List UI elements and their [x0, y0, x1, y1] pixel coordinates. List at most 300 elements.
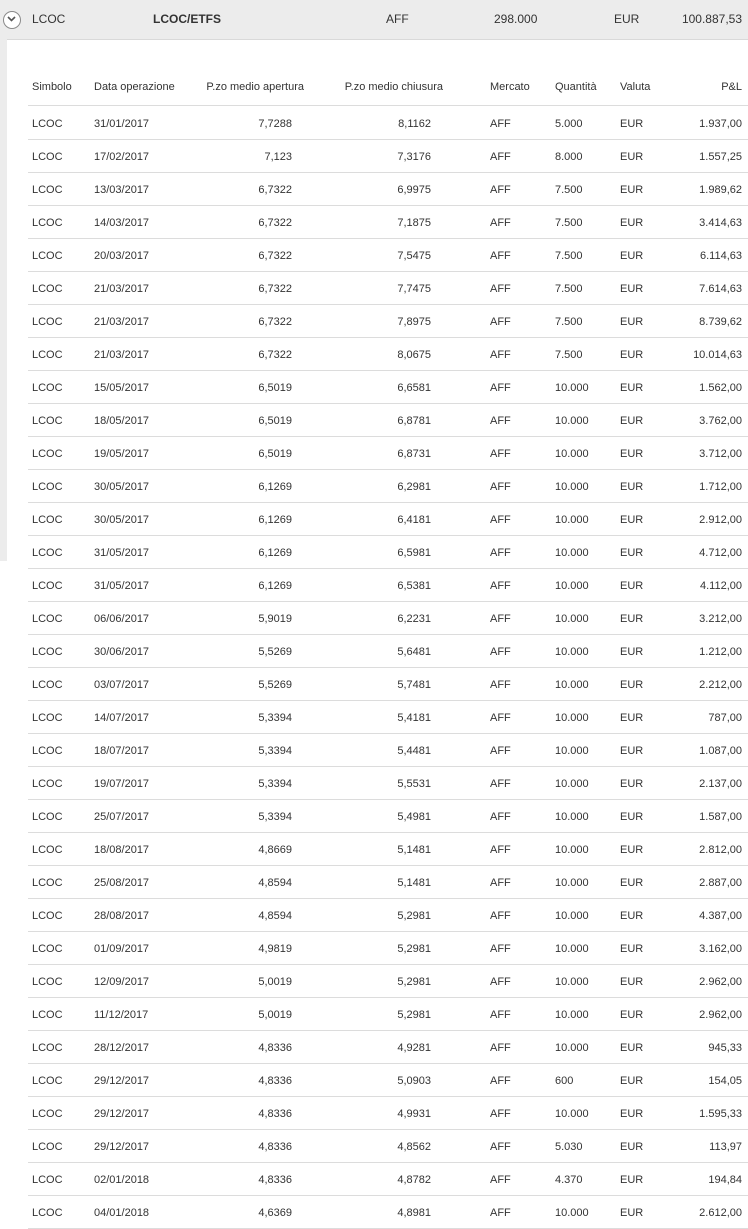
- cell-currency: EUR: [620, 349, 644, 361]
- header-quantity: Quantità: [555, 81, 597, 93]
- cell-currency: EUR: [620, 481, 644, 493]
- cell-date: 25/08/2017: [94, 877, 150, 889]
- cell-market: AFF: [490, 679, 511, 691]
- cell-currency: EUR: [620, 580, 644, 592]
- cell-date: 20/03/2017: [94, 250, 150, 262]
- cell-pl: 154,05: [708, 1075, 742, 1087]
- cell-currency: EUR: [620, 316, 644, 328]
- cell-date: 14/03/2017: [94, 217, 150, 229]
- cell-open-price: 6,7322: [258, 217, 292, 229]
- summary-quantity: 298.000: [494, 12, 538, 26]
- cell-close-price: 7,3176: [397, 151, 431, 163]
- cell-close-price: 5,4481: [397, 745, 431, 757]
- cell-close-price: 5,4981: [397, 811, 431, 823]
- cell-market: AFF: [490, 943, 511, 955]
- cell-pl: 4.112,00: [699, 580, 742, 592]
- cell-symbol: LCOC: [32, 1174, 63, 1186]
- cell-date: 14/07/2017: [94, 712, 150, 724]
- cell-currency: EUR: [620, 184, 644, 196]
- cell-currency: EUR: [620, 1108, 644, 1120]
- cell-close-price: 6,8781: [397, 415, 431, 427]
- cell-symbol: LCOC: [32, 1042, 63, 1054]
- cell-symbol: LCOC: [32, 1141, 63, 1153]
- cell-symbol: LCOC: [32, 646, 63, 658]
- cell-currency: EUR: [620, 679, 644, 691]
- cell-date: 18/08/2017: [94, 844, 150, 856]
- cell-quantity: 10.000: [555, 976, 589, 988]
- cell-quantity: 5.030: [555, 1141, 583, 1153]
- cell-quantity: 10.000: [555, 679, 589, 691]
- cell-quantity: 7.500: [555, 250, 583, 262]
- cell-symbol: LCOC: [32, 349, 63, 361]
- cell-pl: 3.712,00: [699, 448, 742, 460]
- cell-close-price: 4,8981: [397, 1207, 431, 1219]
- cell-open-price: 6,1269: [258, 580, 292, 592]
- cell-quantity: 10.000: [555, 778, 589, 790]
- cell-currency: EUR: [620, 250, 644, 262]
- table-row: [28, 371, 748, 404]
- cell-close-price: 6,2231: [397, 613, 431, 625]
- cell-symbol: LCOC: [32, 316, 63, 328]
- cell-market: AFF: [490, 184, 511, 196]
- cell-market: AFF: [490, 844, 511, 856]
- cell-symbol: LCOC: [32, 184, 63, 196]
- table-row: [28, 998, 748, 1031]
- cell-symbol: LCOC: [32, 778, 63, 790]
- cell-pl: 2.887,00: [699, 877, 742, 889]
- cell-pl: 1.595,33: [699, 1108, 742, 1120]
- cell-pl: 3.762,00: [699, 415, 742, 427]
- cell-pl: 1.557,25: [699, 151, 742, 163]
- cell-symbol: LCOC: [32, 976, 63, 988]
- cell-pl: 2.612,00: [699, 1207, 742, 1219]
- cell-open-price: 5,5269: [258, 679, 292, 691]
- table-row: [28, 866, 748, 899]
- cell-close-price: 5,7481: [397, 679, 431, 691]
- cell-quantity: 7.500: [555, 349, 583, 361]
- cell-open-price: 6,1269: [258, 547, 292, 559]
- cell-market: AFF: [490, 877, 511, 889]
- cell-currency: EUR: [620, 844, 644, 856]
- cell-close-price: 5,2981: [397, 1009, 431, 1021]
- cell-currency: EUR: [620, 712, 644, 724]
- cell-open-price: 6,1269: [258, 514, 292, 526]
- cell-pl: 7.614,63: [699, 283, 742, 295]
- cell-close-price: 4,8562: [397, 1141, 431, 1153]
- cell-close-price: 5,2981: [397, 976, 431, 988]
- cell-quantity: 10.000: [555, 382, 589, 394]
- table-row: [28, 800, 748, 833]
- cell-currency: EUR: [620, 217, 644, 229]
- cell-quantity: 7.500: [555, 217, 583, 229]
- table-row: [28, 701, 748, 734]
- cell-market: AFF: [490, 1075, 511, 1087]
- cell-market: AFF: [490, 415, 511, 427]
- cell-currency: EUR: [620, 778, 644, 790]
- cell-currency: EUR: [620, 910, 644, 922]
- cell-pl: 3.212,00: [699, 613, 742, 625]
- table-header-row: [28, 67, 748, 106]
- cell-date: 28/12/2017: [94, 1042, 150, 1054]
- table-row: [28, 1097, 748, 1130]
- table-row: [28, 437, 748, 470]
- cell-open-price: 6,5019: [258, 382, 292, 394]
- table-row: [28, 107, 748, 140]
- cell-currency: EUR: [620, 118, 644, 130]
- cell-symbol: LCOC: [32, 415, 63, 427]
- cell-open-price: 5,3394: [258, 745, 292, 757]
- cell-pl: 1.562,00: [699, 382, 742, 394]
- cell-symbol: LCOC: [32, 448, 63, 460]
- cell-open-price: 6,5019: [258, 415, 292, 427]
- cell-market: AFF: [490, 778, 511, 790]
- cell-currency: EUR: [620, 745, 644, 757]
- cell-symbol: LCOC: [32, 910, 63, 922]
- cell-close-price: 7,1875: [397, 217, 431, 229]
- cell-open-price: 5,0019: [258, 976, 292, 988]
- cell-currency: EUR: [620, 151, 644, 163]
- cell-symbol: LCOC: [32, 250, 63, 262]
- cell-market: AFF: [490, 283, 511, 295]
- cell-pl: 1.712,00: [699, 481, 742, 493]
- cell-date: 19/07/2017: [94, 778, 150, 790]
- cell-pl: 8.739,62: [699, 316, 742, 328]
- cell-quantity: 10.000: [555, 1108, 589, 1120]
- table-row: [28, 239, 748, 272]
- cell-quantity: 10.000: [555, 811, 589, 823]
- cell-pl: 2.212,00: [699, 679, 742, 691]
- cell-symbol: LCOC: [32, 580, 63, 592]
- cell-date: 30/05/2017: [94, 481, 150, 493]
- cell-quantity: 10.000: [555, 646, 589, 658]
- cell-open-price: 6,7322: [258, 316, 292, 328]
- cell-symbol: LCOC: [32, 151, 63, 163]
- cell-symbol: LCOC: [32, 712, 63, 724]
- cell-open-price: 6,7322: [258, 250, 292, 262]
- cell-market: AFF: [490, 580, 511, 592]
- cell-date: 11/12/2017: [94, 1009, 149, 1021]
- cell-market: AFF: [490, 811, 511, 823]
- cell-market: AFF: [490, 646, 511, 658]
- cell-market: AFF: [490, 745, 511, 757]
- cell-date: 30/05/2017: [94, 514, 150, 526]
- table-row: [28, 1130, 748, 1163]
- expand-toggle-button[interactable]: [3, 11, 21, 29]
- cell-close-price: 5,5531: [397, 778, 431, 790]
- cell-open-price: 4,8336: [258, 1075, 292, 1087]
- cell-date: 13/03/2017: [94, 184, 150, 196]
- table-row: [28, 899, 748, 932]
- table-row: [28, 1163, 748, 1196]
- table-row: [28, 404, 748, 437]
- summary-pl: 100.887,53: [681, 12, 742, 26]
- cell-pl: 1.087,00: [699, 745, 742, 757]
- cell-symbol: LCOC: [32, 943, 63, 955]
- cell-market: AFF: [490, 1042, 511, 1054]
- cell-quantity: 10.000: [555, 1009, 589, 1021]
- cell-quantity: 8.000: [555, 151, 583, 163]
- cell-market: AFF: [490, 349, 511, 361]
- cell-date: 31/05/2017: [94, 547, 150, 559]
- cell-close-price: 5,2981: [397, 910, 431, 922]
- cell-date: 02/01/2018: [94, 1174, 150, 1186]
- cell-market: AFF: [490, 1174, 511, 1186]
- cell-symbol: LCOC: [32, 382, 63, 394]
- cell-currency: EUR: [620, 1174, 644, 1186]
- table-row: [28, 338, 748, 371]
- cell-symbol: LCOC: [32, 1009, 63, 1021]
- cell-currency: EUR: [620, 283, 644, 295]
- cell-pl: 113,97: [709, 1141, 742, 1153]
- cell-date: 03/07/2017: [94, 679, 150, 691]
- cell-close-price: 6,5381: [397, 580, 431, 592]
- cell-open-price: 5,9019: [258, 613, 292, 625]
- cell-quantity: 10.000: [555, 415, 589, 427]
- cell-pl: 2.962,00: [699, 976, 742, 988]
- table-row: [28, 965, 748, 998]
- cell-date: 19/05/2017: [94, 448, 150, 460]
- cell-close-price: 6,4181: [397, 514, 431, 526]
- table-row: [28, 833, 748, 866]
- cell-quantity: 10.000: [555, 745, 589, 757]
- table-row: [28, 668, 748, 701]
- summary-instrument-name: LCOC/ETFS: [153, 12, 221, 26]
- cell-symbol: LCOC: [32, 1207, 63, 1219]
- cell-open-price: 6,7322: [258, 283, 292, 295]
- cell-open-price: 6,1269: [258, 481, 292, 493]
- cell-market: AFF: [490, 250, 511, 262]
- cell-close-price: 7,5475: [397, 250, 431, 262]
- cell-symbol: LCOC: [32, 679, 63, 691]
- cell-open-price: 5,3394: [258, 811, 292, 823]
- cell-date: 29/12/2017: [94, 1075, 150, 1087]
- cell-currency: EUR: [620, 1009, 644, 1021]
- cell-open-price: 4,8336: [258, 1141, 292, 1153]
- cell-close-price: 5,6481: [397, 646, 431, 658]
- cell-close-price: 6,6581: [397, 382, 431, 394]
- table-row: [28, 767, 748, 800]
- cell-pl: 1.587,00: [699, 811, 742, 823]
- cell-pl: 3.162,00: [699, 943, 742, 955]
- cell-date: 31/05/2017: [94, 580, 150, 592]
- cell-quantity: 10.000: [555, 448, 589, 460]
- cell-pl: 787,00: [708, 712, 742, 724]
- cell-pl: 2.962,00: [699, 1009, 742, 1021]
- cell-symbol: LCOC: [32, 877, 63, 889]
- cell-pl: 1.989,62: [699, 184, 742, 196]
- cell-currency: EUR: [620, 1207, 644, 1219]
- cell-close-price: 6,9975: [397, 184, 431, 196]
- cell-quantity: 10.000: [555, 514, 589, 526]
- cell-pl: 4.387,00: [699, 910, 742, 922]
- cell-date: 28/08/2017: [94, 910, 150, 922]
- cell-open-price: 4,9819: [258, 943, 292, 955]
- cell-currency: EUR: [620, 547, 644, 559]
- cell-date: 21/03/2017: [94, 283, 150, 295]
- cell-symbol: LCOC: [32, 283, 63, 295]
- cell-quantity: 10.000: [555, 481, 589, 493]
- table-row: [28, 305, 748, 338]
- summary-market: AFF: [386, 12, 409, 26]
- table-row: [28, 140, 748, 173]
- cell-quantity: 10.000: [555, 547, 589, 559]
- cell-market: AFF: [490, 1207, 511, 1219]
- cell-close-price: 5,1481: [397, 844, 431, 856]
- cell-market: AFF: [490, 217, 511, 229]
- cell-close-price: 6,8731: [397, 448, 431, 460]
- cell-open-price: 6,5019: [258, 448, 292, 460]
- table-row: [28, 272, 748, 305]
- cell-date: 17/02/2017: [94, 151, 150, 163]
- cell-open-price: 5,0019: [258, 1009, 292, 1021]
- cell-open-price: 4,8336: [258, 1174, 292, 1186]
- cell-currency: EUR: [620, 448, 644, 460]
- cell-open-price: 4,8669: [258, 844, 292, 856]
- cell-market: AFF: [490, 382, 511, 394]
- cell-currency: EUR: [620, 1141, 644, 1153]
- cell-open-price: 6,7322: [258, 349, 292, 361]
- summary-symbol: LCOC: [32, 12, 66, 26]
- table-row: [28, 206, 748, 239]
- cell-open-price: 6,7322: [258, 184, 292, 196]
- cell-market: AFF: [490, 151, 511, 163]
- cell-market: AFF: [490, 1009, 511, 1021]
- cell-open-price: 4,8594: [258, 877, 292, 889]
- cell-close-price: 4,8782: [397, 1174, 431, 1186]
- cell-quantity: 4.370: [555, 1174, 583, 1186]
- cell-pl: 945,33: [708, 1042, 742, 1054]
- cell-close-price: 8,0675: [397, 349, 431, 361]
- summary-currency: EUR: [614, 12, 640, 26]
- cell-date: 31/01/2017: [94, 118, 150, 130]
- cell-quantity: 7.500: [555, 283, 583, 295]
- cell-market: AFF: [490, 613, 511, 625]
- cell-symbol: LCOC: [32, 1075, 63, 1087]
- cell-market: AFF: [490, 910, 511, 922]
- cell-close-price: 4,9931: [397, 1108, 431, 1120]
- header-pl: P&L: [721, 81, 742, 93]
- cell-quantity: 5.000: [555, 118, 583, 130]
- cell-date: 12/09/2017: [94, 976, 150, 988]
- cell-open-price: 7,7288: [258, 118, 292, 130]
- cell-pl: 4.712,00: [699, 547, 742, 559]
- table-row: [28, 173, 748, 206]
- cell-open-price: 5,5269: [258, 646, 292, 658]
- cell-market: AFF: [490, 118, 511, 130]
- cell-currency: EUR: [620, 1042, 644, 1054]
- cell-date: 18/07/2017: [94, 745, 150, 757]
- cell-currency: EUR: [620, 613, 644, 625]
- cell-close-price: 5,4181: [397, 712, 431, 724]
- cell-currency: EUR: [620, 811, 644, 823]
- cell-open-price: 5,3394: [258, 712, 292, 724]
- cell-close-price: 8,1162: [398, 118, 431, 130]
- cell-close-price: 5,2981: [397, 943, 431, 955]
- cell-symbol: LCOC: [32, 118, 63, 130]
- cell-market: AFF: [490, 1108, 511, 1120]
- cell-currency: EUR: [620, 943, 644, 955]
- cell-market: AFF: [490, 1141, 511, 1153]
- table-row: [28, 734, 748, 767]
- cell-date: 06/06/2017: [94, 613, 150, 625]
- cell-symbol: LCOC: [32, 811, 63, 823]
- cell-date: 04/01/2018: [94, 1207, 150, 1219]
- cell-currency: EUR: [620, 1075, 644, 1087]
- cell-market: AFF: [490, 481, 511, 493]
- cell-quantity: 600: [555, 1075, 574, 1087]
- cell-symbol: LCOC: [32, 547, 63, 559]
- cell-date: 30/06/2017: [94, 646, 150, 658]
- cell-close-price: 4,9281: [397, 1042, 431, 1054]
- cell-date: 29/12/2017: [94, 1141, 150, 1153]
- cell-date: 21/03/2017: [94, 316, 150, 328]
- cell-open-price: 5,3394: [258, 778, 292, 790]
- chevron-down-icon: [7, 16, 16, 22]
- cell-quantity: 10.000: [555, 580, 589, 592]
- header-market: Mercato: [490, 81, 530, 93]
- cell-pl: 2.812,00: [699, 844, 742, 856]
- cell-market: AFF: [490, 514, 511, 526]
- cell-quantity: 10.000: [555, 613, 589, 625]
- cell-quantity: 7.500: [555, 316, 583, 328]
- cell-quantity: 10.000: [555, 1042, 589, 1054]
- cell-pl: 1.212,00: [699, 646, 742, 658]
- cell-date: 29/12/2017: [94, 1108, 150, 1120]
- cell-symbol: LCOC: [32, 844, 63, 856]
- cell-symbol: LCOC: [32, 217, 63, 229]
- cell-market: AFF: [490, 316, 511, 328]
- cell-symbol: LCOC: [32, 481, 63, 493]
- cell-symbol: LCOC: [32, 514, 63, 526]
- cell-date: 21/03/2017: [94, 349, 150, 361]
- panel-left-border: [0, 39, 7, 561]
- position-summary-row[interactable]: [0, 0, 748, 40]
- header-open-price: P.zo medio apertura: [206, 81, 304, 93]
- table-row: [28, 602, 748, 635]
- cell-quantity: 10.000: [555, 844, 589, 856]
- cell-close-price: 7,7475: [397, 283, 431, 295]
- cell-market: AFF: [490, 712, 511, 724]
- cell-pl: 3.414,63: [699, 217, 742, 229]
- cell-currency: EUR: [620, 976, 644, 988]
- cell-symbol: LCOC: [32, 613, 63, 625]
- table-row: [28, 932, 748, 965]
- cell-quantity: 10.000: [555, 943, 589, 955]
- cell-pl: 2.137,00: [699, 778, 742, 790]
- table-row: [28, 470, 748, 503]
- header-close-price: P.zo medio chiusura: [344, 81, 443, 93]
- cell-pl: 10.014,63: [693, 349, 742, 361]
- table-row: [28, 503, 748, 536]
- cell-symbol: LCOC: [32, 745, 63, 757]
- table-row: [28, 635, 748, 668]
- cell-open-price: 7,123: [264, 151, 292, 163]
- table-row: [28, 1196, 748, 1229]
- cell-quantity: 10.000: [555, 712, 589, 724]
- cell-close-price: 5,1481: [397, 877, 431, 889]
- cell-date: 15/05/2017: [94, 382, 150, 394]
- cell-open-price: 4,8594: [258, 910, 292, 922]
- table-row: [28, 1064, 748, 1097]
- header-currency: Valuta: [620, 81, 651, 93]
- cell-quantity: 10.000: [555, 910, 589, 922]
- cell-currency: EUR: [620, 877, 644, 889]
- cell-date: 01/09/2017: [94, 943, 150, 955]
- cell-quantity: 10.000: [555, 1207, 589, 1219]
- cell-currency: EUR: [620, 382, 644, 394]
- cell-pl: 1.937,00: [699, 118, 742, 130]
- cell-quantity: 10.000: [555, 877, 589, 889]
